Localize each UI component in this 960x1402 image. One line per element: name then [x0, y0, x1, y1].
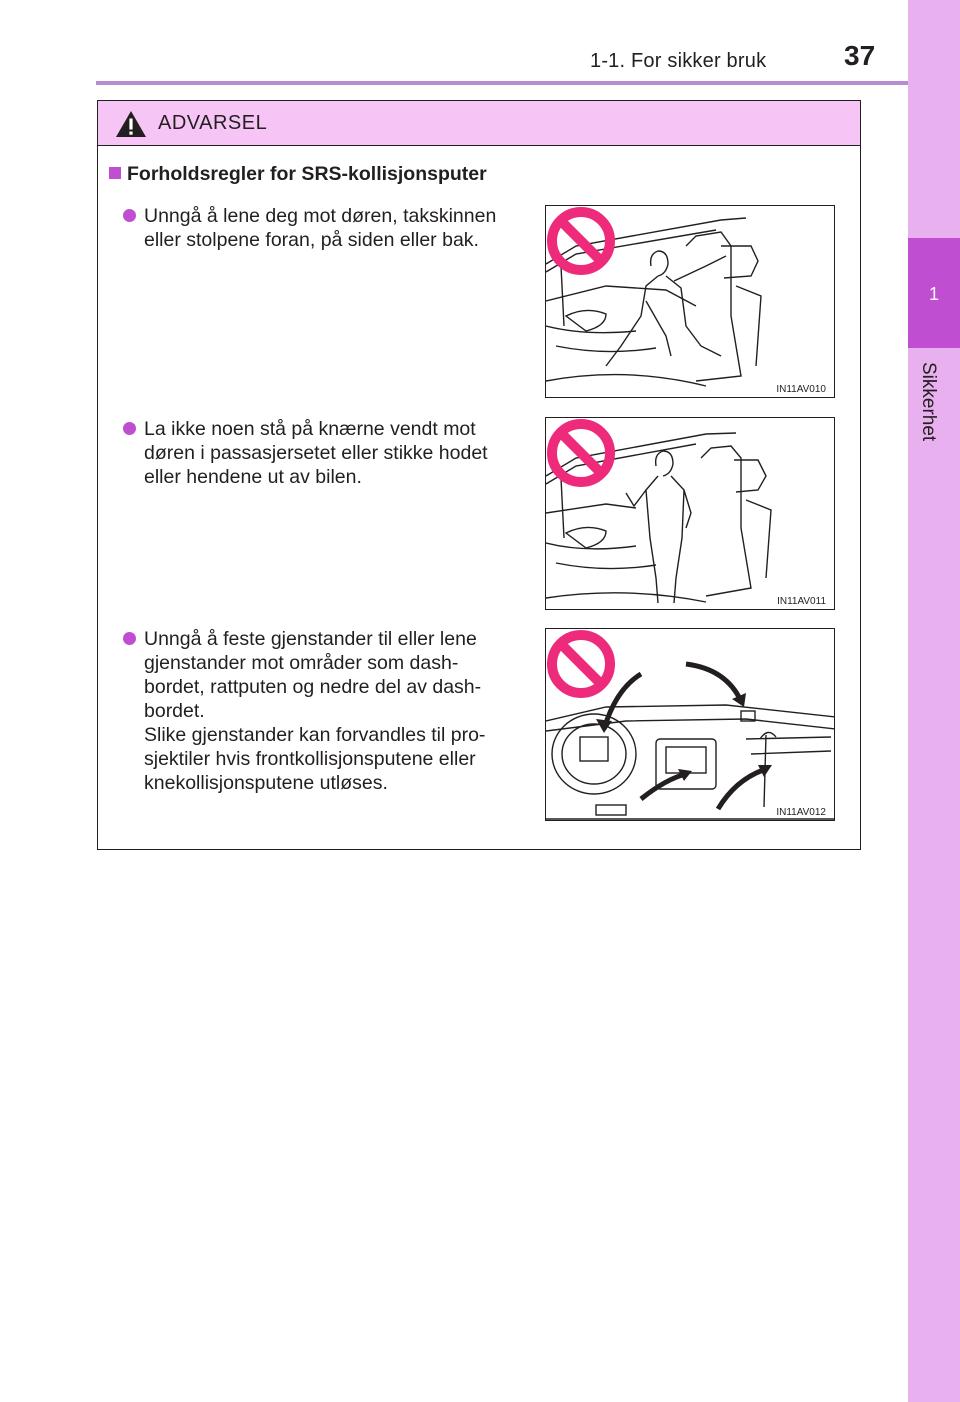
chapter-name: Sikkerhet: [918, 362, 939, 442]
warning-label: ADVARSEL: [158, 112, 268, 134]
warning-item-text: La ikke noen stå på knærne vendt mot døren i passasjersetet eller stikke hodet eller hendene ut av bilen.: [144, 418, 488, 488]
round-bullet-icon: [123, 209, 136, 222]
square-bullet-icon: [109, 167, 121, 179]
warning-item-text: Unngå å lene deg mot døren, takskinnen eller stolpene foran, på siden eller bak.: [144, 205, 497, 251]
prohibition-icon: [546, 418, 616, 488]
prohibition-icon: [546, 629, 616, 699]
warning-item: [123, 627, 519, 795]
subsection-title: Forholdsregler for SRS-kollisjonsputer: [127, 163, 487, 185]
warning-item: [123, 417, 519, 489]
round-bullet-icon: [123, 632, 136, 645]
warning-item-text: Unngå å feste gjenstander til eller lene gjenstander mot områder som dash- bordet, rattputen og nedre del av dash- bordet. Slike gjenstander kan forvandles til pro- sjektiler hvis frontkollisjonsputene eller knekollisjonsputene utløses.: [144, 628, 486, 794]
header-rule: [96, 81, 908, 85]
warning-triangle-icon: [115, 110, 147, 138]
section-title: 1-1. For sikker bruk: [590, 50, 767, 72]
figure-code: IN11AV010: [776, 384, 826, 395]
figure-kneeling-on-seat: [545, 417, 835, 610]
prohibition-icon: [546, 206, 616, 276]
warning-header: [98, 101, 860, 146]
subsection-heading: [109, 163, 487, 186]
page-number: 37: [844, 40, 876, 71]
warning-item: [123, 204, 519, 252]
warning-box: [97, 100, 861, 850]
chapter-side-tab: [908, 0, 960, 1402]
figure-objects-on-dashboard: [545, 628, 835, 821]
round-bullet-icon: [123, 422, 136, 435]
chapter-number: 1: [928, 284, 939, 304]
figure-code: IN11AV011: [777, 596, 826, 607]
figure-code: IN11AV012: [776, 807, 826, 818]
figure-leaning-on-door: [545, 205, 835, 398]
